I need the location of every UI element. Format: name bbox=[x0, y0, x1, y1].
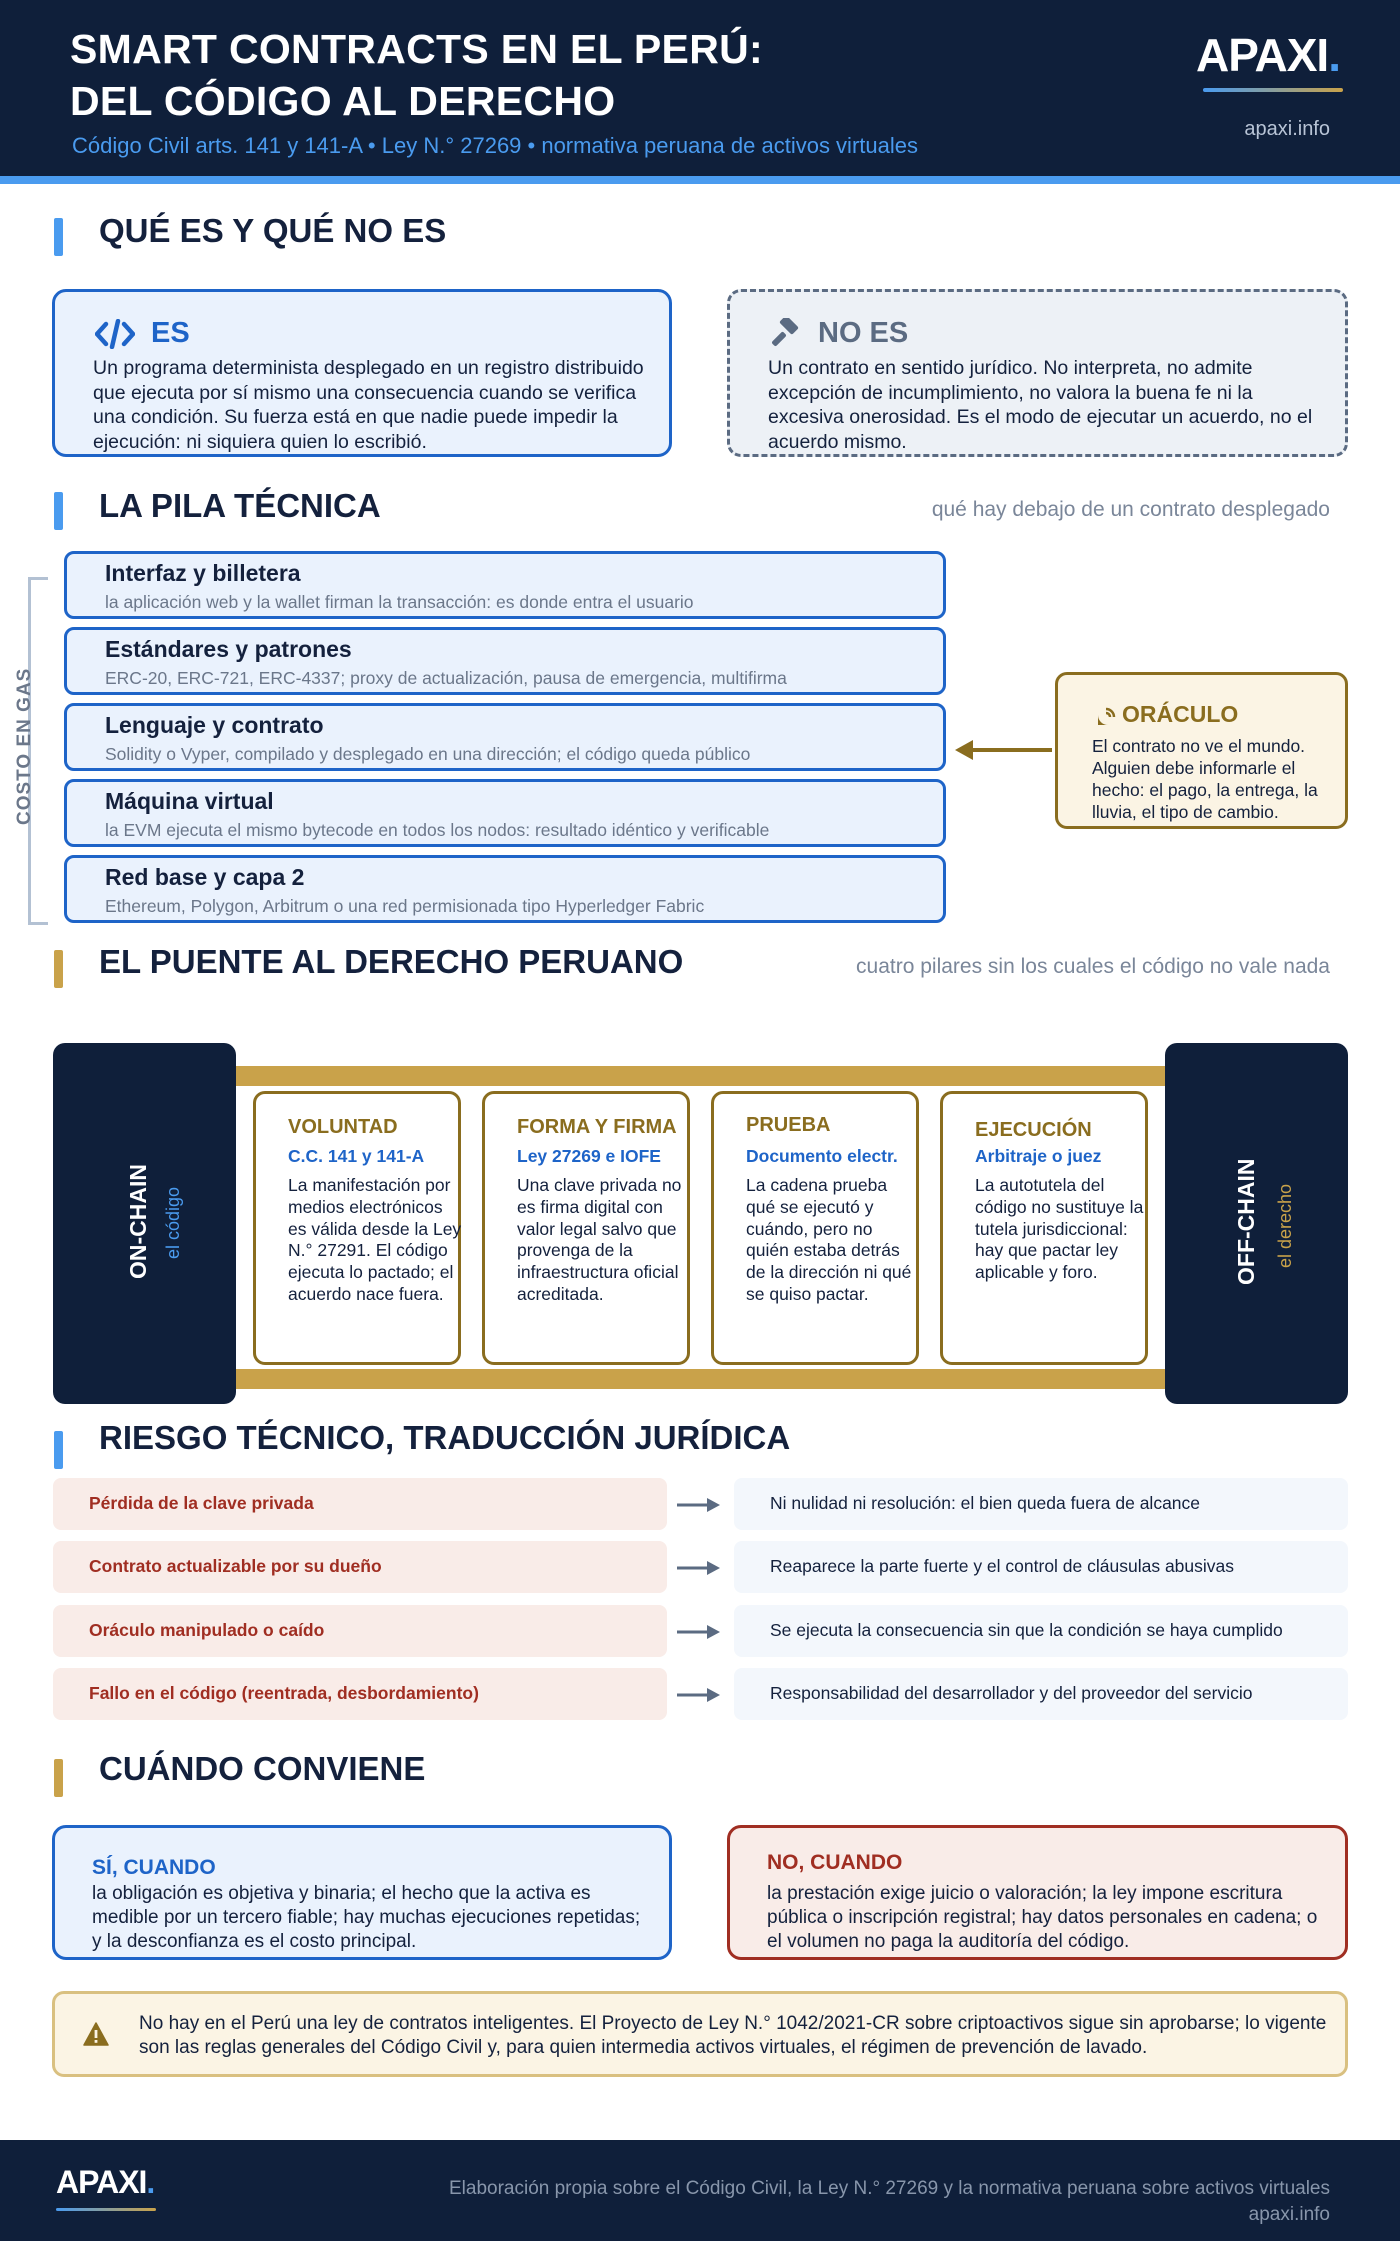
warning-text: No hay en el Perú una ley de contratos inteligentes. El Proyecto de Ley N.° 1042/2021-CR sobre criptoactivos sigue sin aprobarse; lo vigente son las reglas generales del Código Civil y, para quien intermedia activos virtuales, el régimen de prevención de lavado. bbox=[139, 2013, 1327, 2058]
risk-cell bbox=[53, 1541, 667, 1593]
stack-layer-desc: la EVM ejecuta el mismo bytecode en todos los nodos: resultado idéntico y verificable bbox=[105, 820, 770, 840]
header-url[interactable]: apaxi.info bbox=[1244, 118, 1330, 140]
on-chain-label: ON-CHAIN bbox=[125, 1164, 151, 1279]
footer-logo-dot: . bbox=[146, 2164, 155, 2200]
bridge-pillar bbox=[482, 1091, 690, 1365]
arrow-right-icon bbox=[677, 1687, 721, 1703]
risk-cell bbox=[53, 1478, 667, 1530]
pillar-title: EJECUCIÓN bbox=[975, 1119, 1092, 1141]
on-chain-end bbox=[53, 1043, 236, 1404]
code-icon bbox=[95, 319, 135, 354]
header-stripe bbox=[0, 176, 1400, 184]
stack-layer-title: Red base y capa 2 bbox=[105, 864, 305, 890]
pillar-text: La autotutela del código no sustituye la tutela jurisdiccional: hay que pactar ley aplicable y foro. bbox=[975, 1175, 1144, 1283]
gavel-icon bbox=[768, 318, 802, 357]
card-no-text: la prestación exige juicio o valoración; la ley impone escritura pública o inscripción registral; hay datos personales en cadena; o el volumen no paga la auditoría del código. bbox=[767, 1883, 1318, 1952]
arrow-right-icon bbox=[677, 1560, 721, 1576]
pillar-title: PRUEBA bbox=[746, 1114, 831, 1136]
pillar-text: La cadena prueba qué se ejecutó y cuándo, pero no quién estaba detrás de la dirección ni qué se quiso pactar. bbox=[746, 1175, 912, 1304]
stack-layer-desc: Ethereum, Polygon, Arbitrum o una red permisionada tipo Hyperledger Fabric bbox=[105, 896, 705, 916]
stack-layer-desc: ERC-20, ERC-721, ERC-4337; proxy de actualización, pausa de emergencia, multifirma bbox=[105, 668, 787, 688]
bridge-pillar bbox=[253, 1091, 461, 1365]
risk-text: Contrato actualizable por su dueño bbox=[89, 1556, 382, 1576]
section-title-riesgo: RIESGO TÉCNICO, TRADUCCIÓN JURÍDICA bbox=[99, 1419, 791, 1456]
card-no-cuando bbox=[727, 1825, 1348, 1960]
section-note-puente: cuatro pilares sin los cuales el código no vale nada bbox=[856, 955, 1330, 978]
section-title-pila: LA PILA TÉCNICA bbox=[99, 487, 381, 524]
pillar-ref: C.C. 141 y 141-A bbox=[288, 1146, 425, 1166]
warning-icon bbox=[83, 2022, 109, 2051]
stack-layer-desc: la aplicación web y la wallet firman la transacción: es donde entra el usuario bbox=[105, 592, 694, 612]
footer bbox=[0, 2140, 1400, 2241]
oracle-title: ORÁCULO bbox=[1122, 701, 1239, 727]
bridge-beam-top bbox=[236, 1066, 1166, 1086]
logo-underline bbox=[1203, 88, 1343, 92]
footer-source: Elaboración propia sobre el Código Civil, la Ley N.° 27269 y la normativa peruana sobre activos virtuales bbox=[448, 2178, 1330, 2199]
legal-text: Reaparece la parte fuerte y el control de cláusulas abusivas bbox=[770, 1556, 1235, 1576]
stack-layer bbox=[64, 703, 946, 771]
satellite-dish-icon bbox=[1094, 705, 1118, 734]
card-no-title: NO, CUANDO bbox=[767, 1851, 903, 1874]
legal-cell bbox=[734, 1605, 1348, 1657]
card-si-cuando bbox=[52, 1825, 672, 1960]
risk-cell bbox=[53, 1605, 667, 1657]
card-no-es-label: NO ES bbox=[818, 317, 909, 349]
gas-label: COSTO EN GAS bbox=[14, 667, 35, 825]
oracle-arrow bbox=[972, 748, 1052, 752]
stack-layer-title: Interfaz y billetera bbox=[105, 560, 301, 586]
section-marker bbox=[54, 1431, 63, 1469]
section-note-pila: qué hay debajo de un contrato desplegado bbox=[931, 498, 1330, 521]
legal-text: Se ejecuta la consecuencia sin que la condición se haya cumplido bbox=[770, 1620, 1283, 1640]
risk-text: Oráculo manipulado o caído bbox=[89, 1620, 325, 1640]
stack-layer bbox=[64, 551, 946, 619]
section-marker bbox=[54, 492, 63, 530]
warning-box bbox=[52, 1991, 1348, 2077]
section-marker bbox=[54, 218, 63, 256]
off-chain-sublabel: el derecho bbox=[1275, 1183, 1295, 1268]
logo-dot: . bbox=[1328, 29, 1340, 81]
on-chain-sublabel: el código bbox=[163, 1186, 183, 1259]
oracle-text: El contrato no ve el mundo. Alguien debe informarle el hecho: el pago, la entrega, la lluvia, el tipo de cambio. bbox=[1092, 736, 1318, 822]
stack-layer-desc: Solidity o Vyper, compilado y desplegado en una dirección; el código queda público bbox=[105, 744, 751, 764]
page-title-line2: DEL CÓDIGO AL DERECHO bbox=[70, 78, 616, 124]
pillar-text: Una clave privada no es firma digital con valor legal salvo que provenga de la infraestructura oficial acreditada. bbox=[517, 1175, 682, 1304]
arrow-right-icon bbox=[677, 1624, 721, 1640]
legal-cell bbox=[734, 1541, 1348, 1593]
risk-text: Fallo en el código (reentrada, desbordamiento) bbox=[89, 1683, 479, 1703]
bridge-beam-bottom bbox=[236, 1369, 1166, 1389]
footer-logo-text: APAXI bbox=[56, 2164, 147, 2200]
card-es-text: Un programa determinista desplegado en un registro distribuido que ejecuta por sí mismo una consecuencia cuando se verifica una condición. Su fuerza está en que nadie puede impedir la ejecución: ni siquiera quien lo escribió. bbox=[93, 357, 644, 453]
pillar-ref: Arbitraje o juez bbox=[975, 1146, 1102, 1166]
section-title-puente: EL PUENTE AL DERECHO PERUANO bbox=[99, 943, 684, 980]
stack-layer bbox=[64, 855, 946, 923]
pillar-text: La manifestación por medios electrónicos es válida desde la Ley N.° 27291. El código ejecuta lo pactado; el acuerdo nace fuera. bbox=[288, 1175, 462, 1304]
section-title-que-es: QUÉ ES Y QUÉ NO ES bbox=[99, 212, 447, 249]
off-chain-end bbox=[1165, 1043, 1348, 1404]
pillar-title: VOLUNTAD bbox=[288, 1116, 398, 1138]
pillar-ref: Ley 27269 e IOFE bbox=[517, 1146, 661, 1166]
section-title-cuando: CUÁNDO CONVIENE bbox=[99, 1750, 426, 1787]
logo-text: APAXI bbox=[1196, 29, 1329, 81]
card-no-es bbox=[727, 289, 1348, 457]
pillar-ref: Documento electr. bbox=[746, 1146, 898, 1166]
bridge-pillar bbox=[711, 1091, 919, 1365]
footer-logo-underline bbox=[56, 2208, 156, 2211]
arrow-right-icon bbox=[677, 1497, 721, 1513]
off-chain-label: OFF-CHAIN bbox=[1233, 1158, 1259, 1285]
stack-layer-title: Máquina virtual bbox=[105, 788, 274, 814]
page-title-line1: SMART CONTRACTS EN EL PERÚ: bbox=[70, 26, 763, 72]
stack-layer bbox=[64, 627, 946, 695]
section-marker bbox=[54, 1759, 63, 1797]
card-es-label: ES bbox=[151, 317, 190, 349]
section-marker bbox=[54, 950, 63, 988]
arrow-left-icon bbox=[955, 740, 973, 760]
risk-text: Pérdida de la clave privada bbox=[89, 1493, 314, 1513]
card-no-es-text: Un contrato en sentido jurídico. No interpreta, no admite excepción de incumplimiento, no valora la buena fe ni la excesiva onerosidad. Es el modo de ejecutar un acuerdo, no el acuerdo mismo. bbox=[768, 357, 1313, 453]
header bbox=[0, 0, 1400, 176]
bridge-pillar bbox=[940, 1091, 1148, 1365]
stack-layer-title: Lenguaje y contrato bbox=[105, 712, 324, 738]
logo[interactable] bbox=[1196, 28, 1340, 82]
card-si-title: SÍ, CUANDO bbox=[92, 1856, 216, 1879]
legal-text: Ni nulidad ni resolución: el bien queda fuera de alcance bbox=[770, 1493, 1201, 1513]
footer-url[interactable]: apaxi.info bbox=[1248, 2204, 1330, 2225]
legal-cell bbox=[734, 1668, 1348, 1720]
page-subtitle: Código Civil arts. 141 y 141-A • Ley N.° 27269 • normativa peruana de activos virtuales bbox=[72, 133, 918, 158]
legal-text: Responsabilidad del desarrollador y del proveedor del servicio bbox=[770, 1683, 1253, 1703]
footer-logo[interactable] bbox=[56, 2164, 154, 2201]
risk-cell bbox=[53, 1668, 667, 1720]
legal-cell bbox=[734, 1478, 1348, 1530]
card-es bbox=[52, 289, 672, 457]
stack-layer-title: Estándares y patrones bbox=[105, 636, 352, 662]
card-si-text: la obligación es objetiva y binaria; el hecho que la activa es medible por un tercero fiable; hay muchas ejecuciones repetidas; y la desconfianza es el costo principal. bbox=[92, 1883, 641, 1952]
pillar-title: FORMA Y FIRMA bbox=[517, 1116, 677, 1138]
oracle-card bbox=[1055, 672, 1348, 829]
stack-layer bbox=[64, 779, 946, 847]
